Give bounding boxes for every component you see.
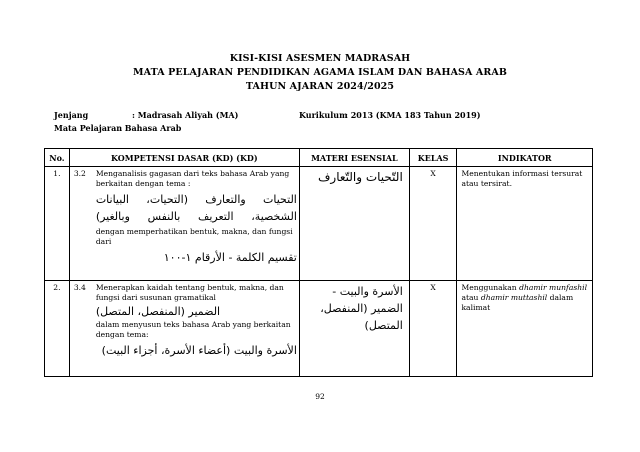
title-line-2: MATA PELAJARAN PENDIDIKAN AGAMA ISLAM DAN BAHASA ARAB <box>133 67 507 78</box>
kd-number: 3.4 <box>73 283 86 292</box>
row-no: 1. <box>45 167 70 281</box>
kd-text: Menganalisis gagasan dari teks bahasa Arab yang berkaitan dengan tema : <box>95 169 290 188</box>
document-title-block <box>0 52 640 94</box>
materi-arabic: الأسرة والبيت - الضمير (المنفصل، المتصل) <box>320 285 403 332</box>
table-header-row <box>45 149 593 167</box>
header-no: No. <box>45 149 70 167</box>
kd-text-2: dalam menyusun teks bahasa Arab yang berkaitan dengan tema: <box>95 320 291 339</box>
kurikulum-label: Kurikulum <box>299 110 348 120</box>
page-number: 92 <box>315 392 325 401</box>
kd-text-2: dengan memperhatikan bentuk, makna, dan fungsi dari <box>95 227 293 246</box>
jenjang-label: Jenjang <box>54 110 89 120</box>
row-kelas: X <box>409 281 457 377</box>
row-indikator: Menentukan informasi tersurat atau tersirat. <box>457 167 593 281</box>
kd-number: 3.2 <box>73 169 86 178</box>
kd-arabic-theme: الأسرة والبيت (أعضاء الأسرة، أجزاء البيت) <box>101 344 297 357</box>
mapel-label: Mata Pelajaran <box>54 123 123 133</box>
row-materi <box>299 167 409 281</box>
table-row <box>45 281 593 377</box>
row-kelas: X <box>409 167 457 281</box>
header-kelas: KELAS <box>409 149 457 167</box>
row-kd <box>69 281 299 377</box>
row-kd <box>69 167 299 281</box>
jenjang-value: : Madrasah Aliyah (MA) <box>132 110 239 120</box>
indikator-text-post: dalam kalimat <box>461 293 574 312</box>
indikator-term-1: dhamir munfashil <box>519 283 587 292</box>
kd-arabic-grammar: الضمير (المنفصل، المتصل) <box>95 305 221 318</box>
kisi-kisi-table <box>44 148 593 377</box>
row-no: 2. <box>45 281 70 377</box>
title-line-3: TAHUN AJARAN 2024/2025 <box>245 81 395 92</box>
row-indikator <box>457 281 593 377</box>
kurikulum-value: : 2013 (KMA 183 Tahun 2019) <box>345 110 481 120</box>
indikator-term-2: dhamir muttashil <box>480 293 548 302</box>
kd-text: Menerapkan kaidah tentang bentuk, makna, dan fungsi dari susunan gramatikal <box>95 283 284 302</box>
mapel-value: : Bahasa Arab <box>119 123 182 133</box>
kd-arabic-material: تقسيم الكلمة - الأرقام ١-١٠٠ <box>163 251 297 264</box>
materi-arabic: التّحيات والتّعارف <box>317 170 403 184</box>
indikator-text-mid: atau <box>461 293 481 302</box>
indikator-text-pre: Menggunakan <box>461 283 520 292</box>
title-line-1: KISI-KISI ASESMEN MADRASAH <box>229 53 411 64</box>
header-indikator: INDIKATOR <box>457 149 593 167</box>
kd-arabic-theme: التحيات والتعارف (التحيات، البيانات الشخصية، التعريف بالنفس وبالغير) <box>95 193 297 223</box>
header-materi: MATERI ESENSIAL <box>299 149 409 167</box>
row-materi <box>299 281 409 377</box>
header-kd: KOMPETENSI DASAR (KD) (KD) <box>69 149 299 167</box>
table-row <box>45 167 593 281</box>
